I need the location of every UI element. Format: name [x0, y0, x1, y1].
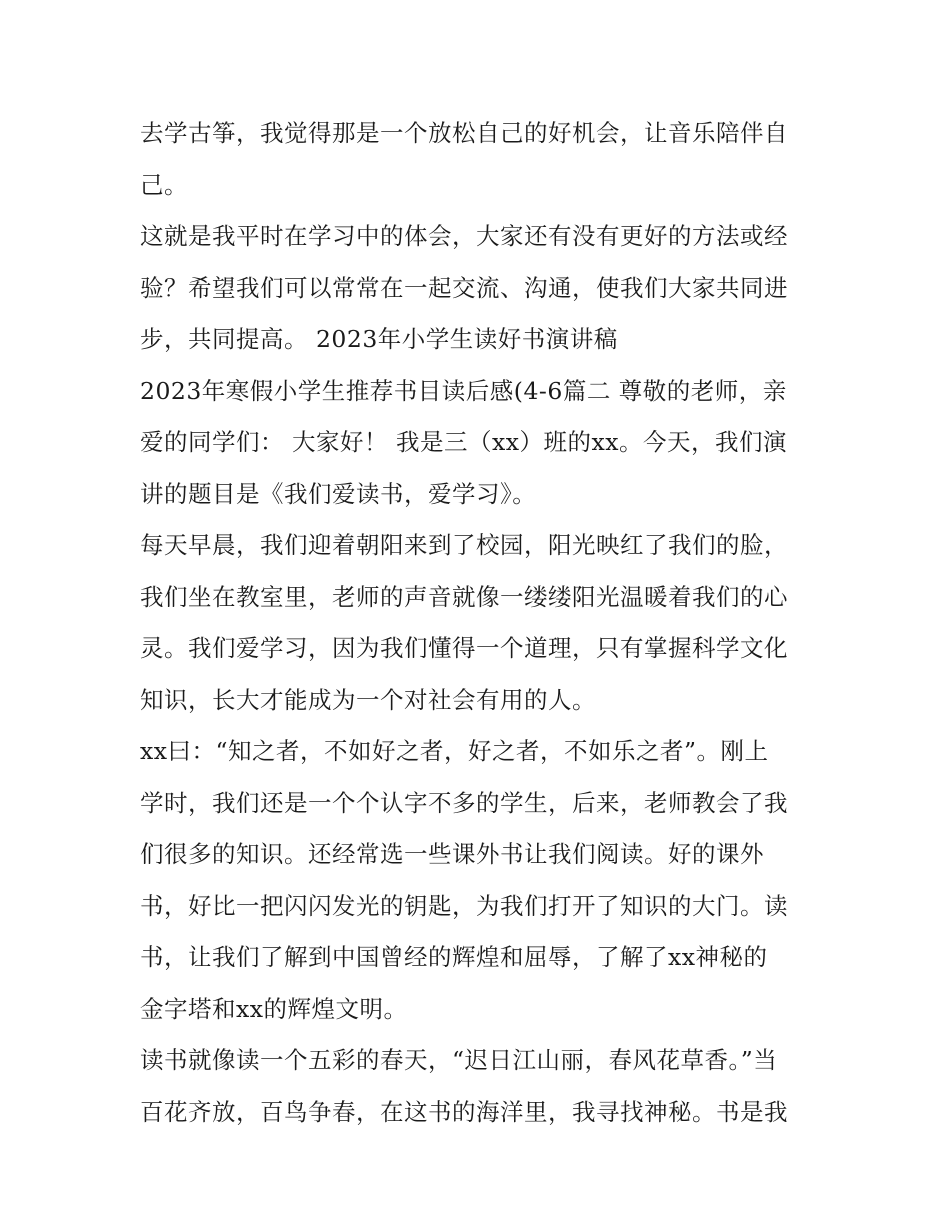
- text-line: 验？希望我们可以常常在一起交流、沟通，使我们大家共同进: [140, 273, 788, 302]
- text-line: 书，好比一把闪闪发光的钥匙，为我们打开了知识的大门。读: [140, 891, 788, 920]
- body-text: [140, 108, 830, 1138]
- text-line: 讲的题目是《我们爱读书，爱学习》。: [140, 479, 537, 508]
- text-line: 读书就像读一个五彩的春天，“迟日江山丽，春风花草香。”当: [140, 1046, 778, 1074]
- text-line: 2023年寒假小学生推荐书目读后感(4-6篇二 尊敬的老师，亲: [140, 376, 787, 405]
- text-line: 书，让我们了解到中国曾经的辉煌和屈辱，了解了xx神秘的: [140, 943, 768, 971]
- text-line: 学时，我们还是一个个认字不多的学生，后来，老师教会了我: [140, 788, 788, 817]
- text-line: 知识，长大才能成为一个对社会有用的人。: [140, 685, 596, 714]
- text-line: 步，共同提高。 2023年小学生读好书演讲稿: [140, 325, 618, 353]
- text-line: 每天早晨，我们迎着朝阳来到了校园，阳光映红了我们的脸，: [140, 531, 788, 559]
- text-line: 们很多的知识。还经常选一些课外书让我们阅读。好的课外: [140, 840, 764, 868]
- text-line: xx曰：“知之者，不如好之者，好之者，不如乐之者”。刚上: [140, 737, 769, 765]
- text-line: 灵。我们爱学习，因为我们懂得一个道理，只有掌握科学文化: [140, 634, 788, 662]
- text-line: 金字塔和xx的辉煌文明。: [140, 994, 408, 1023]
- text-line: 己。: [140, 170, 188, 199]
- text-line: 百花齐放，百鸟争春，在这书的海洋里，我寻找神秘。书是我: [140, 1097, 788, 1126]
- text-line: 我们坐在教室里，老师的声音就像一缕缕阳光温暖着我们的心: [140, 582, 788, 611]
- text-line: 去学古筝，我觉得那是一个放松自己的好机会，让音乐陪伴自: [140, 119, 788, 147]
- text-line: 这就是我平时在学习中的体会，大家还有没有更好的方法或经: [140, 222, 788, 250]
- text-line: 爱的同学们： 大家好！ 我是三（xx）班的xx。今天，我们演: [140, 428, 787, 456]
